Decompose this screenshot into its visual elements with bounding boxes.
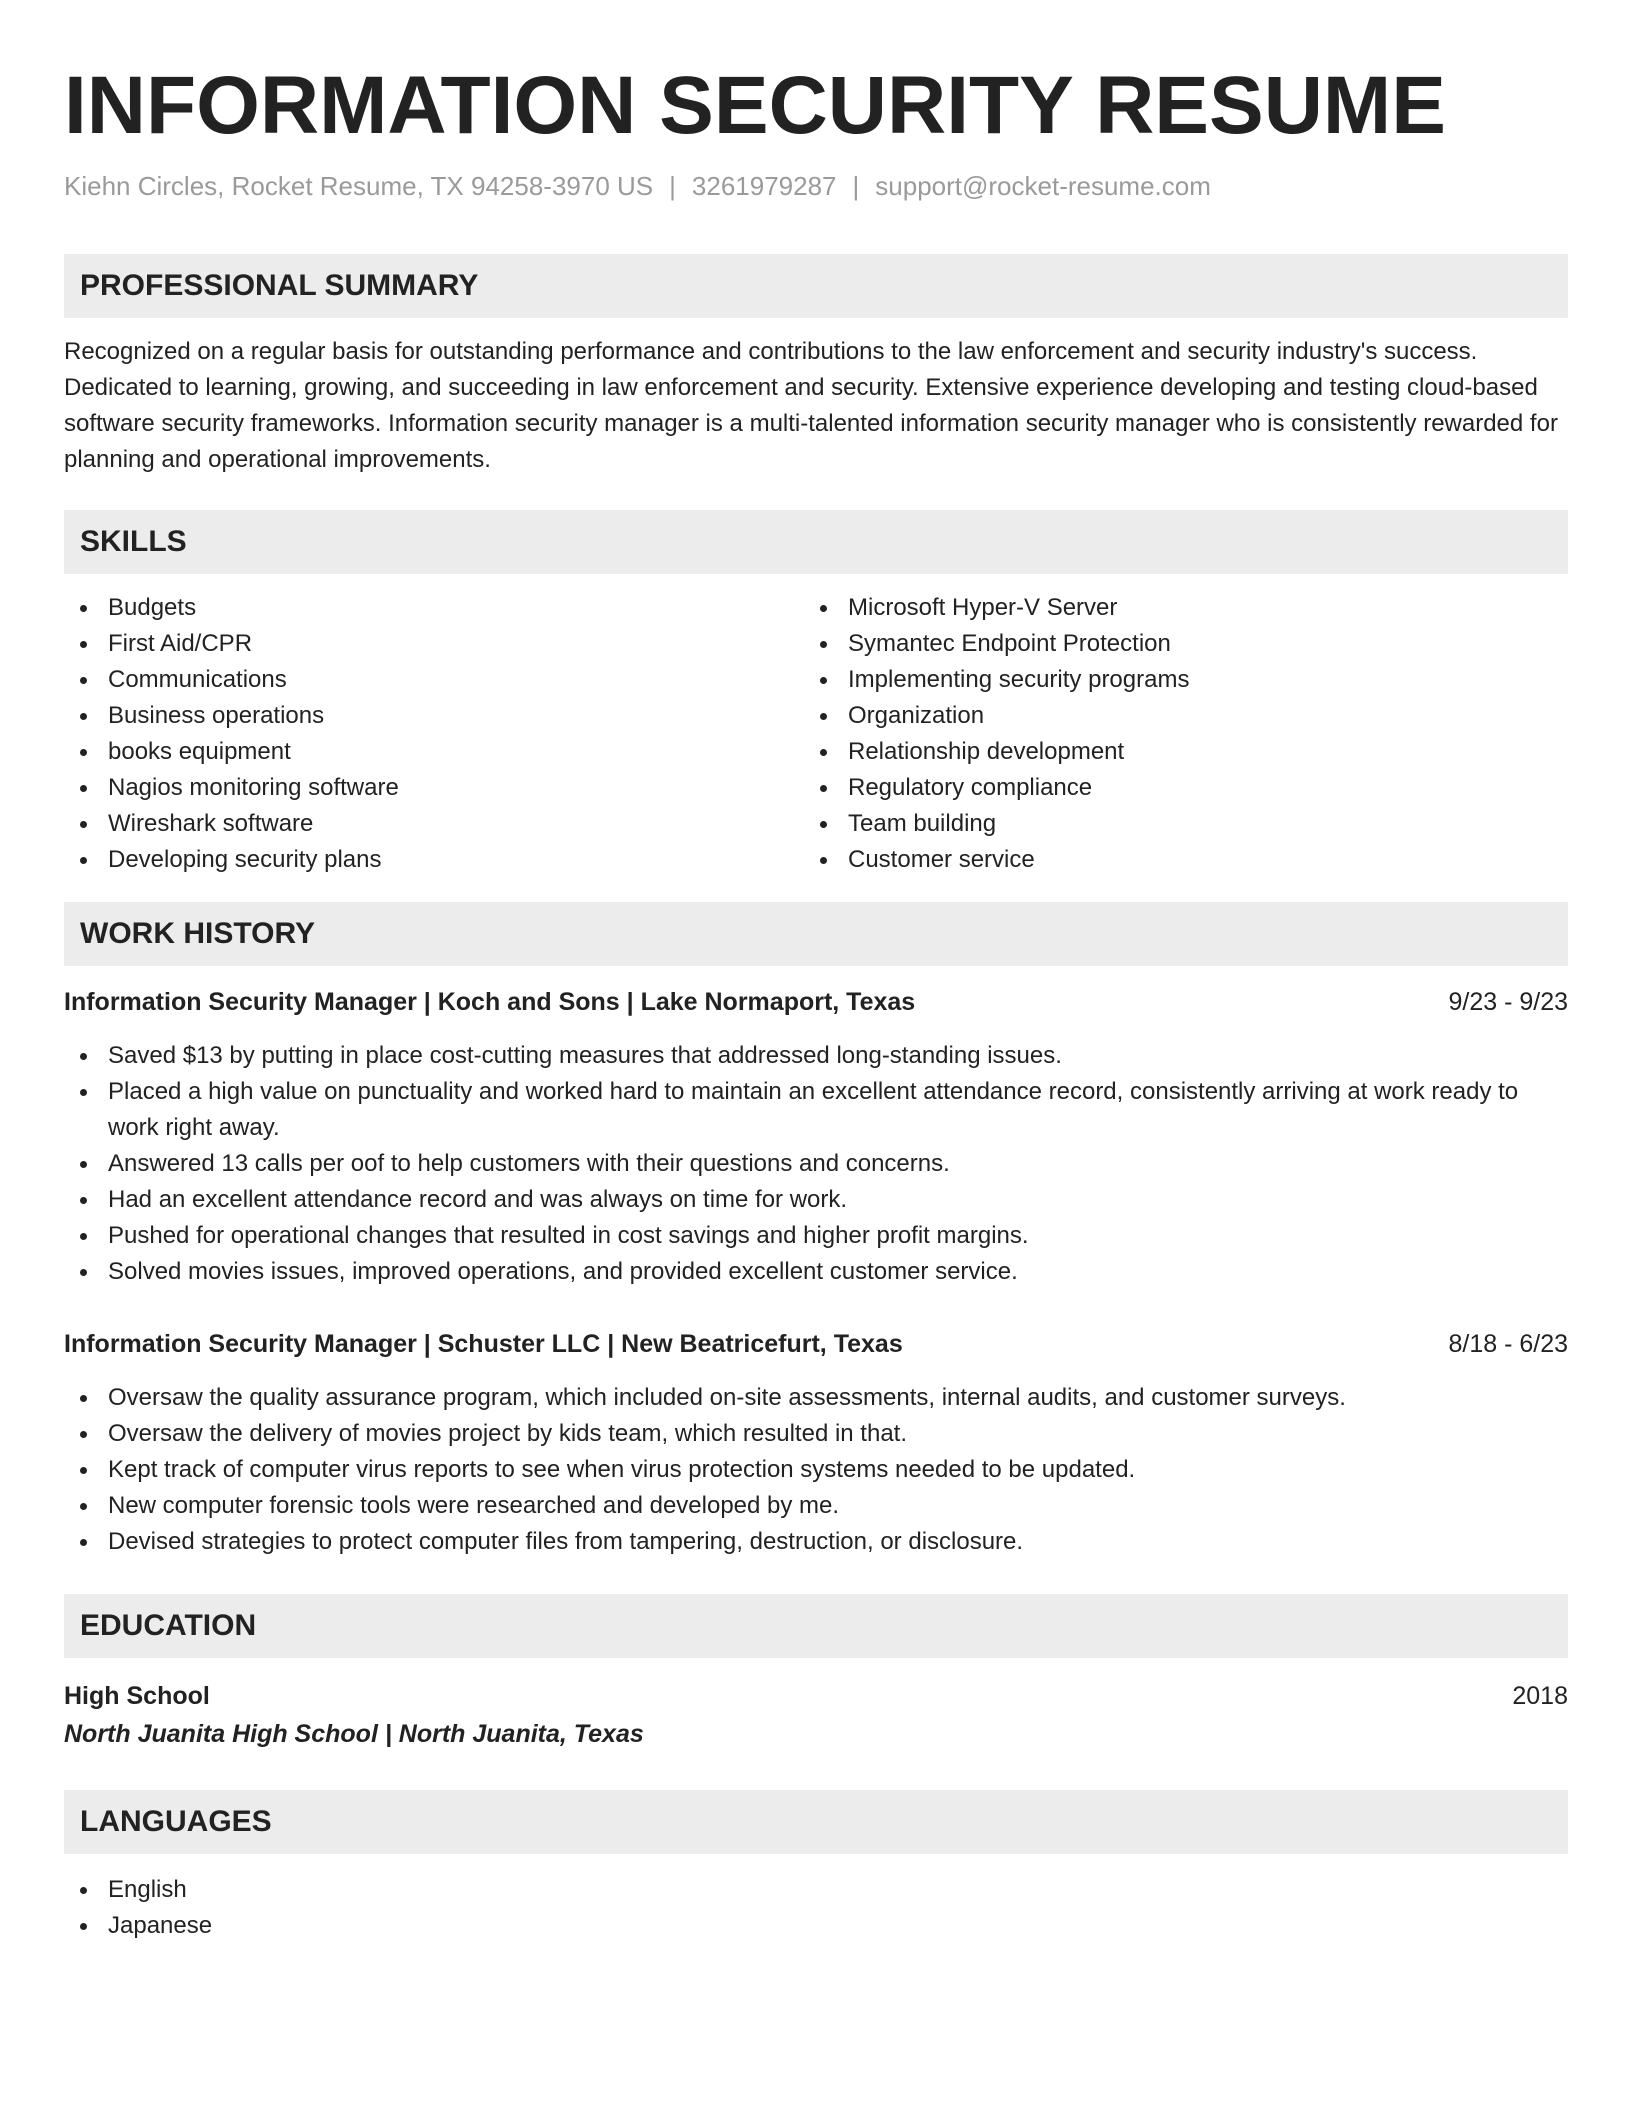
job-title: Information Security Manager | Koch and Sons | Lake Normaport, Texas <box>64 988 916 1016</box>
job-bullet: Answered 13 calls per oof to help customers with their questions and concerns. <box>64 1146 1568 1182</box>
summary-text: Recognized on a regular basis for outstanding performance and contributions to the law enforcement and security industry's success. Dedicated to learning, growing, and succeeding in law enforcement and security. Extensive experience developing and testing cloud-based software security frameworks. Information security manager is a multi-talented information security manager who is consistently rewarded for planning and operational improvements. <box>64 338 1558 473</box>
job-bullet: Solved movies issues, improved operations, and provided excellent customer service. <box>64 1254 1568 1290</box>
job-entry <box>64 984 1568 1290</box>
skill-item: books equipment <box>64 734 804 770</box>
section-header-languages: LANGUAGES <box>64 1790 1568 1854</box>
job-bullet: Kept track of computer virus reports to see when virus protection systems needed to be updated. <box>64 1452 1568 1488</box>
skill-item: Nagios monitoring software <box>64 770 804 806</box>
skill-item: Symantec Endpoint Protection <box>804 626 1544 662</box>
skill-item: First Aid/CPR <box>64 626 804 662</box>
contact-address: Kiehn Circles, Rocket Resume, TX 94258-3970 US <box>64 171 654 201</box>
education-degree: High School <box>64 1682 210 1710</box>
job-dates: 9/23 - 9/23 <box>1448 988 1568 1016</box>
skill-item: Implementing security programs <box>804 662 1544 698</box>
job-bullet: Saved $13 by putting in place cost-cutting measures that addressed long-standing issues. <box>64 1038 1568 1074</box>
language-item: English <box>64 1872 1568 1908</box>
job-bullet: Devised strategies to protect computer files from tampering, destruction, or disclosure. <box>64 1524 1568 1560</box>
job-bullet: Had an excellent attendance record and was always on time for work. <box>64 1182 1568 1218</box>
job-title-row <box>64 984 1568 1020</box>
education-entry <box>64 1678 1568 1752</box>
contact-line <box>64 170 1568 202</box>
job-bullet: Pushed for operational changes that resulted in cost savings and higher profit margins. <box>64 1218 1568 1254</box>
education-school: North Juanita High School | North Juanita, Texas <box>64 1720 644 1748</box>
contact-phone: 3261979287 <box>691 171 837 201</box>
skill-item: Wireshark software <box>64 806 804 842</box>
job-bullet: New computer forensic tools were researched and developed by me. <box>64 1488 1568 1524</box>
contact-separator: | <box>669 171 676 201</box>
job-bullet: Oversaw the delivery of movies project by kids team, which resulted in that. <box>64 1416 1568 1452</box>
section-header-education: EDUCATION <box>64 1594 1568 1658</box>
section-header-summary: PROFESSIONAL SUMMARY <box>64 254 1568 318</box>
skills-column-left <box>64 590 804 878</box>
skill-item: Regulatory compliance <box>804 770 1544 806</box>
skills-column-right <box>804 590 1544 878</box>
job-bullets <box>64 1380 1568 1560</box>
education-year: 2018 <box>1512 1682 1568 1710</box>
resume-title: INFORMATION SECURITY RESUME <box>64 60 1446 151</box>
job-bullets <box>64 1038 1568 1290</box>
skill-item: Organization <box>804 698 1544 734</box>
skill-item: Communications <box>64 662 804 698</box>
skill-item: Developing security plans <box>64 842 804 878</box>
skill-item: Team building <box>804 806 1544 842</box>
job-title: Information Security Manager | Schuster LLC | New Beatricefurt, Texas <box>64 1330 903 1358</box>
skills-grid <box>64 590 1568 878</box>
section-header-skills: SKILLS <box>64 510 1568 574</box>
contact-separator: | <box>852 171 860 201</box>
skill-item: Business operations <box>64 698 804 734</box>
section-header-work-history: WORK HISTORY <box>64 902 1568 966</box>
languages-list <box>64 1872 1568 1944</box>
job-title-row <box>64 1326 1568 1362</box>
job-dates: 8/18 - 6/23 <box>1448 1330 1568 1358</box>
job-bullet: Placed a high value on punctuality and worked hard to maintain an excellent attendance record, consistently arriving at work ready to work right away. <box>64 1074 1568 1146</box>
skill-item: Customer service <box>804 842 1544 878</box>
skill-item: Budgets <box>64 590 804 626</box>
job-entry <box>64 1326 1568 1560</box>
job-bullet: Oversaw the quality assurance program, which included on-site assessments, internal audits, and customer surveys. <box>64 1380 1568 1416</box>
skill-item: Microsoft Hyper-V Server <box>804 590 1544 626</box>
education-row <box>64 1678 1568 1714</box>
language-item: Japanese <box>64 1908 1568 1944</box>
skill-item: Relationship development <box>804 734 1544 770</box>
contact-email: support@rocket-resume.com <box>875 171 1211 201</box>
